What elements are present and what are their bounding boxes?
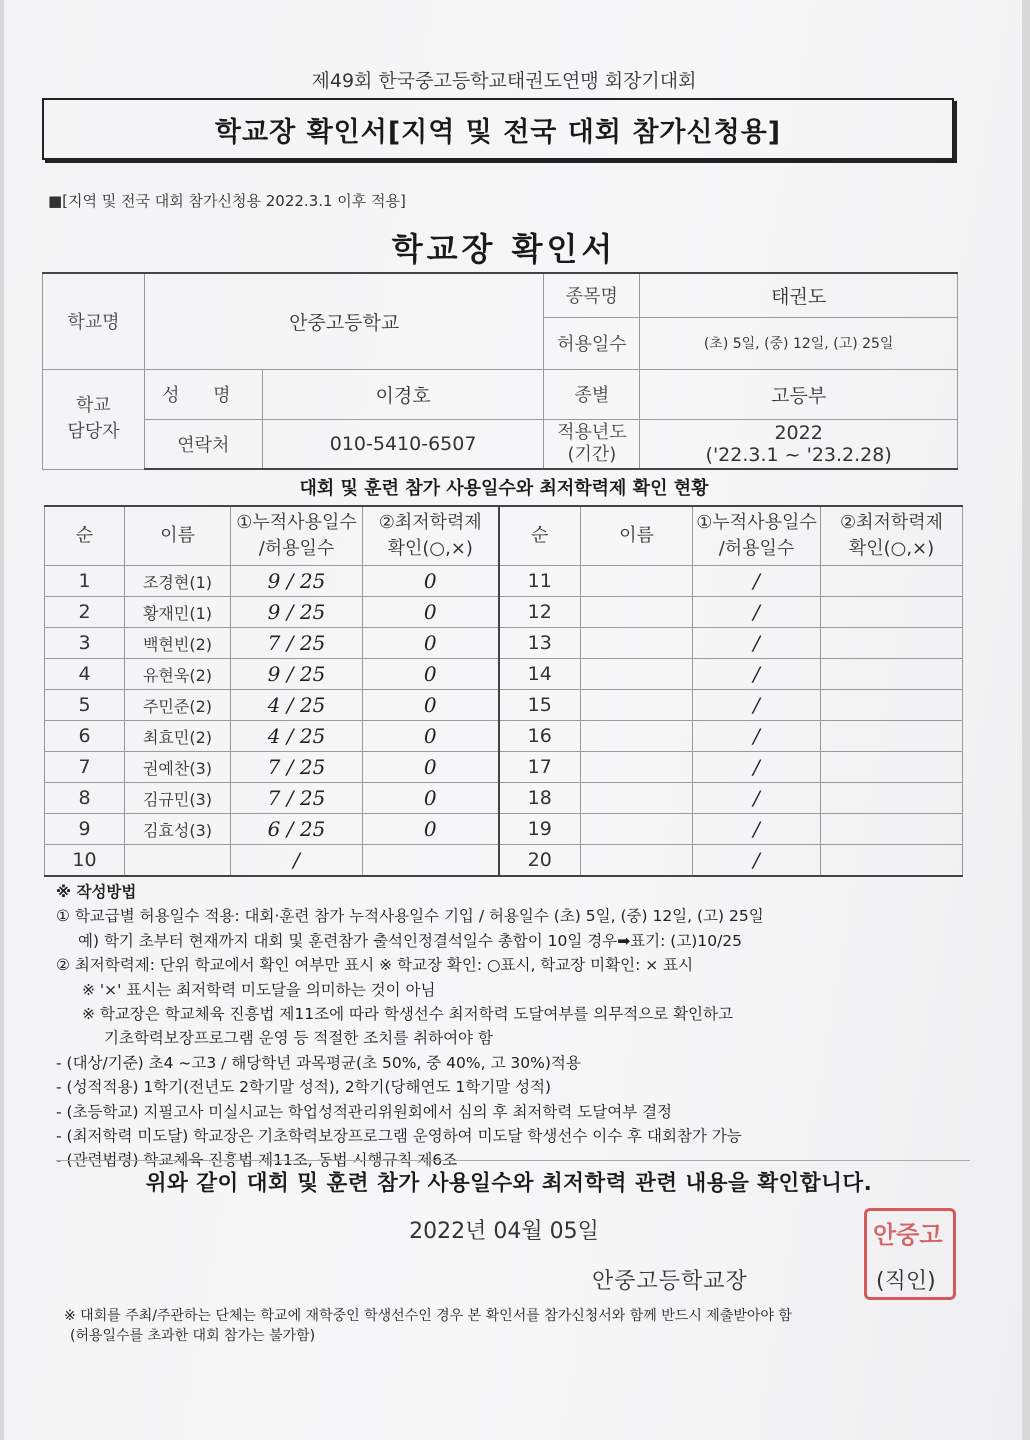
sport-value: 태권도	[640, 273, 958, 317]
cell-no: 15	[499, 690, 581, 721]
manager-label: 학교 담당자	[43, 369, 145, 469]
cell-check: 0	[363, 783, 499, 814]
header-academic: ②최저학력제 확인(○,×)	[363, 506, 499, 566]
cell-days: /	[693, 783, 821, 814]
principal-name: 안중고등학교장	[592, 1269, 748, 1294]
cell-no: 3	[45, 628, 125, 659]
sport-label: 종목명	[544, 273, 640, 317]
table-row	[45, 659, 963, 690]
cell-name: 주민준(2)	[125, 690, 231, 721]
cell-no: 4	[45, 659, 125, 690]
instruction-item: - (성적적용) 1학기(전년도 2학기말 성적), 2학기(당해연도 1학기말 성적)	[56, 1078, 552, 1097]
header-days: ①누적사용일수 /허용일수	[693, 506, 821, 566]
applicability-note: ■[지역 및 전국 대회 참가신청용 2022.3.1 이후 적용]	[48, 192, 406, 210]
cell-check	[821, 752, 963, 783]
cell-check: 0	[363, 597, 499, 628]
name-label: 성 명	[144, 369, 262, 419]
table-row	[45, 721, 963, 752]
cell-no: 2	[45, 597, 125, 628]
cell-name	[581, 721, 693, 752]
cell-name: 황재민(1)	[125, 597, 231, 628]
divider	[56, 1160, 970, 1161]
cell-days: 9 / 25	[231, 566, 363, 597]
cell-days: 4 / 25	[231, 721, 363, 752]
seal-label: (직인)	[876, 1269, 936, 1294]
cell-name	[581, 783, 693, 814]
cell-name: 유현욱(2)	[125, 659, 231, 690]
cell-days: /	[231, 845, 363, 877]
category-label: 종별	[544, 369, 640, 419]
main-title: 학교장 확인서	[391, 230, 617, 268]
instructions-heading: ※ 작성방법	[56, 883, 137, 901]
event-title: 제49회 한국중고등학교태권도연맹 회장기대회	[311, 70, 697, 92]
issue-date: 2022년 04월 05일	[409, 1219, 599, 1244]
cell-name	[581, 566, 693, 597]
table-row	[45, 566, 963, 597]
school-label: 학교명	[43, 273, 145, 369]
header-name: 이름	[125, 506, 231, 566]
instruction-item: ※ 학교장은 학교체육 진흥법 제11조에 따라 학생선수 최저학력 도달여부를 의무적으로 확인하고	[82, 1005, 733, 1024]
cell-check: 0	[363, 721, 499, 752]
cell-no: 11	[499, 566, 581, 597]
table-row	[45, 752, 963, 783]
cell-days: 7 / 25	[231, 783, 363, 814]
cell-no: 7	[45, 752, 125, 783]
table-row	[45, 597, 963, 628]
cell-no: 6	[45, 721, 125, 752]
cell-days: 4 / 25	[231, 690, 363, 721]
confirmation-statement: 위와 같이 대회 및 훈련 참가 사용일수와 최저학력 관련 내용을 확인합니다.	[145, 1171, 873, 1196]
seal-char: 안중고	[873, 1221, 943, 1249]
year-value: 2022	[774, 421, 823, 444]
contact-label: 연락처	[144, 419, 262, 469]
table-row	[45, 690, 963, 721]
instructions	[56, 880, 976, 1173]
cell-name	[581, 814, 693, 845]
cell-days: 6 / 25	[231, 814, 363, 845]
cell-days: /	[693, 566, 821, 597]
form-title: 학교장 확인서[지역 및 전국 대회 참가신청용]	[214, 116, 782, 148]
cell-name: 백현빈(2)	[125, 628, 231, 659]
cell-days: /	[693, 845, 821, 877]
name-value: 이경호	[262, 369, 544, 419]
table-row	[45, 783, 963, 814]
cell-check: 0	[363, 752, 499, 783]
allowed-days-value: (초) 5일, (중) 12일, (고) 25일	[640, 317, 958, 369]
cell-name: 김규민(3)	[125, 783, 231, 814]
cell-name: 조경현(1)	[125, 566, 231, 597]
cell-days: /	[693, 752, 821, 783]
instruction-item: 기초학력보장프로그램 운영 등 적절한 조치를 취하여야 함	[104, 1029, 493, 1048]
category-value: 고등부	[640, 369, 958, 419]
cell-check: 0	[363, 659, 499, 690]
footnote-line: ※ 대회를 주최/주관하는 단체는 학교에 재학중인 학생선수인 경우 본 확인서를 참가신청서와 함께 반드시 제출받아야 함	[64, 1308, 792, 1324]
year-cell	[640, 419, 958, 469]
cell-no: 8	[45, 783, 125, 814]
cell-check: 0	[363, 690, 499, 721]
cell-days: 7 / 25	[231, 752, 363, 783]
cell-name	[581, 659, 693, 690]
cell-check	[821, 814, 963, 845]
cell-no: 19	[499, 814, 581, 845]
cell-name	[581, 628, 693, 659]
roster-title: 대회 및 훈련 참가 사용일수와 최저학력제 확인 현황	[299, 478, 709, 499]
cell-no: 16	[499, 721, 581, 752]
allowed-days-label: 허용일수	[544, 317, 640, 369]
instruction-item: ※ '×' 표시는 최저학력 미도달을 의미하는 것이 아님	[82, 980, 436, 999]
school-value: 안중고등학교	[144, 273, 544, 369]
cell-name	[581, 690, 693, 721]
cell-no: 20	[499, 845, 581, 877]
instruction-item: 예) 학기 초부터 현재까지 대회 및 훈련참가 출석인정결석일수 총합이 10일 경우➡표기: (고)10/25	[78, 931, 743, 950]
roster-table	[44, 505, 963, 877]
cell-days: /	[693, 690, 821, 721]
cell-check	[821, 628, 963, 659]
header-name: 이름	[581, 506, 693, 566]
contact-value: 010-5410-6507	[262, 419, 544, 469]
cell-check	[821, 659, 963, 690]
cell-check: 0	[363, 814, 499, 845]
cell-days: /	[693, 659, 821, 690]
cell-check	[821, 566, 963, 597]
school-info-table	[42, 272, 958, 470]
cell-check	[363, 845, 499, 877]
cell-no: 13	[499, 628, 581, 659]
table-row	[45, 628, 963, 659]
cell-days: /	[693, 721, 821, 752]
cell-no: 9	[45, 814, 125, 845]
cell-no: 5	[45, 690, 125, 721]
header-academic: ②최저학력제 확인(○,×)	[821, 506, 963, 566]
cell-name	[581, 752, 693, 783]
cell-name	[125, 845, 231, 877]
cell-name	[581, 845, 693, 877]
instruction-item: ① 학교급별 허용일수 적용: 대회·훈련 참가 누적사용일수 기입 / 허용일수 (초) 5일, (중) 12일, (고) 25일	[56, 907, 764, 926]
cell-check	[821, 597, 963, 628]
cell-name	[581, 597, 693, 628]
instruction-item: - (초등학교) 지필고사 미실시교는 학업성적관리위원회에서 심의 후 최저학력 도달여부 결정	[56, 1102, 673, 1121]
cell-name: 김효성(3)	[125, 814, 231, 845]
period-value: ('22.3.1 ~ '23.2.28)	[705, 443, 892, 466]
cell-name: 권예찬(3)	[125, 752, 231, 783]
header-no: 순	[45, 506, 125, 566]
cell-days: /	[693, 597, 821, 628]
footnote-line: (허용일수를 초과한 대회 참가는 불가함)	[70, 1328, 316, 1344]
instruction-item: - (최저학력 미도달) 학교장은 기초학력보장프로그램 운영하여 미도달 학생선수 이수 후 대회참가 가능	[56, 1127, 742, 1146]
cell-days: 7 / 25	[231, 628, 363, 659]
header-no: 순	[499, 506, 581, 566]
header-days: ①누적사용일수 /허용일수	[231, 506, 363, 566]
instruction-item: - (대상/기준) 초4 ~고3 / 해당학년 과목평균(초 50%, 중 40%, 고 30%)적용	[56, 1053, 581, 1072]
cell-no: 12	[499, 597, 581, 628]
cell-name: 최효민(2)	[125, 721, 231, 752]
instruction-item: ② 최저학력제: 단위 학교에서 확인 여부만 표시 ※ 학교장 확인: ○표시, 학교장 미확인: × 표시	[56, 956, 694, 975]
cell-days: /	[693, 628, 821, 659]
form-title-box	[42, 98, 954, 160]
cell-no: 1	[45, 566, 125, 597]
cell-no: 18	[499, 783, 581, 814]
table-row	[45, 845, 963, 877]
instruction-item: - (관련법령) 학교체육 진흥법 제11조, 동법 시행규칙 제6조	[56, 1151, 458, 1170]
cell-no: 10	[45, 845, 125, 877]
document-page	[4, 0, 1022, 1440]
cell-check	[821, 845, 963, 877]
year-label: 적용년도 (기간)	[544, 419, 640, 469]
cell-days: 9 / 25	[231, 659, 363, 690]
cell-days: /	[693, 814, 821, 845]
cell-check: 0	[363, 566, 499, 597]
table-row	[45, 814, 963, 845]
cell-no: 14	[499, 659, 581, 690]
footnote	[64, 1306, 984, 1346]
cell-check	[821, 690, 963, 721]
cell-days: 9 / 25	[231, 597, 363, 628]
cell-no: 17	[499, 752, 581, 783]
cell-check: 0	[363, 628, 499, 659]
cell-check	[821, 721, 963, 752]
cell-check	[821, 783, 963, 814]
